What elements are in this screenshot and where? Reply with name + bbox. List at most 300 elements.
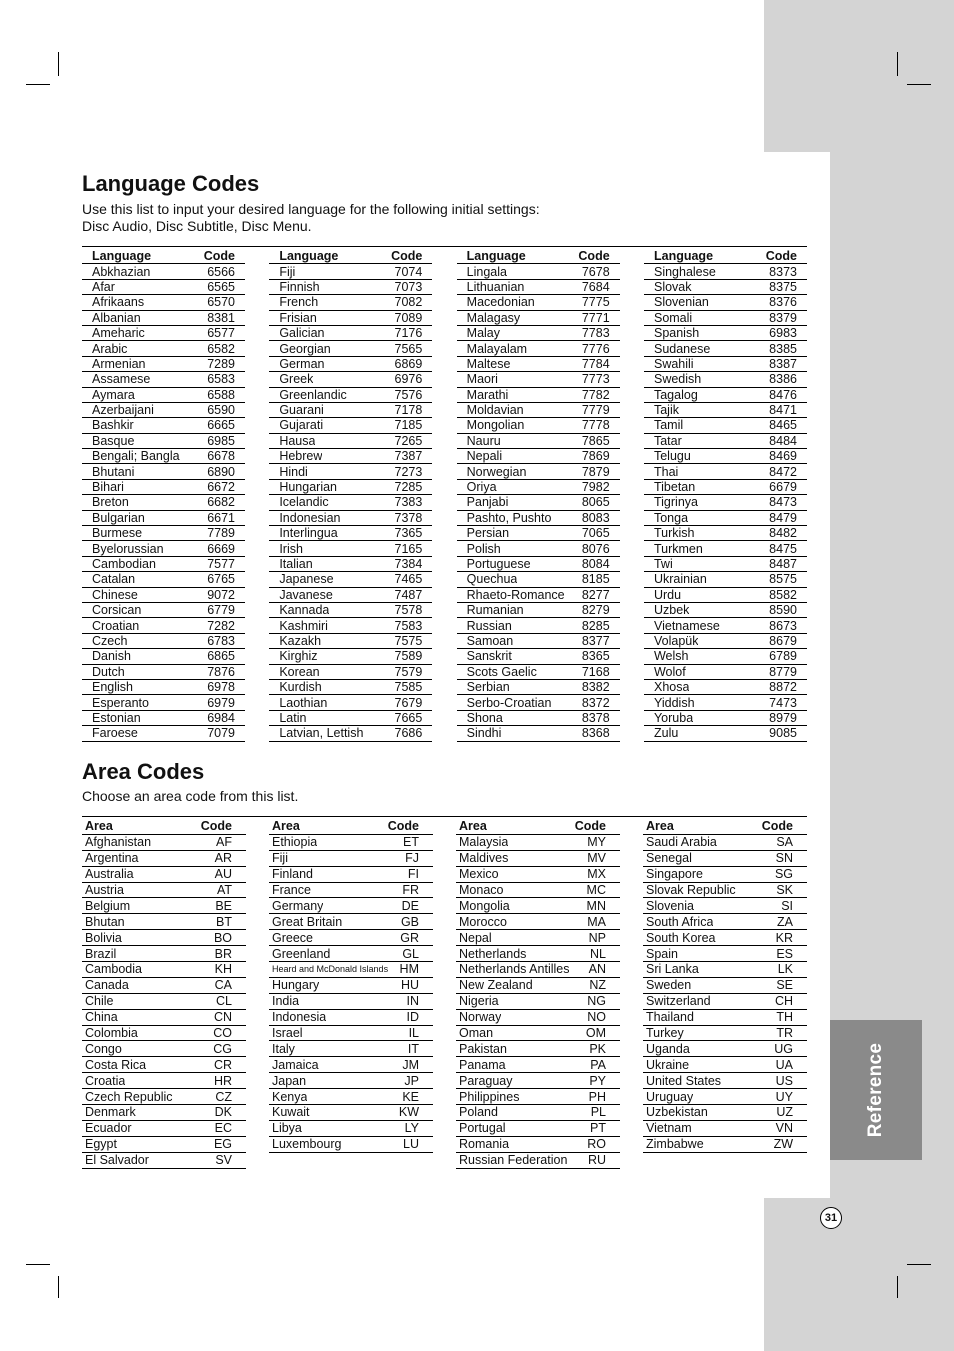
language-name: Sudanese (653, 341, 711, 356)
area-name: Afghanistan (85, 835, 152, 850)
table-row (82, 526, 245, 541)
table-row (643, 1137, 807, 1153)
table-row (457, 665, 620, 680)
area-name: Greece (272, 930, 313, 945)
table-row (643, 1121, 807, 1137)
language-code: 7065 (581, 526, 610, 541)
table-row (456, 962, 620, 978)
language-code: 6588 (207, 387, 235, 402)
language-header-row (644, 249, 807, 264)
area-code: ID (406, 1010, 419, 1025)
area-code: MA (587, 914, 606, 929)
table-row (644, 726, 807, 741)
language-name: Tagalog (653, 387, 698, 402)
language-code: 7679 (394, 695, 423, 710)
language-code: 8487 (769, 557, 797, 571)
area-name: Czech Republic (85, 1089, 173, 1104)
table-row (82, 867, 246, 883)
table-row (82, 962, 246, 978)
table-row (643, 1073, 807, 1089)
crop-mark (26, 1264, 50, 1265)
area-header-row (456, 819, 620, 835)
language-code: 6789 (769, 649, 797, 664)
table-row (644, 495, 807, 510)
table-row (644, 665, 807, 680)
table-row (82, 649, 245, 664)
language-name: Xhosa (653, 680, 690, 695)
language-code: 7378 (394, 510, 423, 525)
area-header-name: Area (646, 819, 674, 834)
area-code: GR (400, 930, 419, 945)
language-name: Rhaeto-Romance (466, 587, 565, 602)
table-row (643, 994, 807, 1010)
language-code: 6984 (207, 710, 235, 725)
language-codes-title: Language Codes (82, 171, 260, 196)
language-name: Italian (279, 557, 313, 571)
area-code: IT (407, 1041, 419, 1056)
language-code: 7678 (581, 264, 610, 279)
area-code: SA (776, 835, 793, 850)
table-row (644, 388, 807, 403)
table-row (82, 1089, 246, 1105)
language-code: 7185 (394, 418, 423, 433)
table-row (82, 1105, 246, 1121)
language-code: 7783 (581, 326, 610, 341)
language-name: Twi (653, 557, 673, 571)
area-name: El Salvador (85, 1153, 149, 1168)
table-row (269, 946, 433, 962)
table-row (456, 851, 620, 867)
table-row (644, 311, 807, 326)
area-code: UG (774, 1041, 793, 1056)
area-code: RO (587, 1137, 606, 1152)
area-name: Sri Lanka (646, 962, 699, 977)
language-name: Croatian (92, 618, 140, 633)
table-row (269, 1137, 433, 1153)
language-code: 8484 (769, 433, 797, 448)
area-code: LK (777, 962, 793, 977)
language-name: Sanskrit (466, 649, 512, 664)
area-code: PA (590, 1057, 606, 1072)
table-row (643, 883, 807, 899)
table-row (456, 835, 620, 851)
area-code: KR (775, 930, 793, 945)
area-name: Switzerland (646, 994, 711, 1009)
table-row (643, 1041, 807, 1057)
language-code: 9072 (207, 587, 235, 602)
area-name: Congo (85, 1041, 122, 1056)
table-row (644, 711, 807, 726)
language-name: Swahili (653, 356, 694, 371)
language-code: 8084 (581, 557, 610, 571)
area-name: Uzbekistan (646, 1105, 708, 1120)
area-name: Senegal (646, 851, 692, 866)
language-code: 7585 (394, 680, 423, 695)
table-row (82, 495, 245, 510)
language-name: Tatar (653, 433, 682, 448)
area-name: Mexico (459, 867, 499, 882)
area-name: Belgium (85, 898, 131, 913)
language-code: 7074 (394, 264, 423, 279)
area-code: NZ (589, 978, 606, 993)
language-name: Malayalam (466, 341, 528, 356)
table-row (457, 711, 620, 726)
table-row (456, 1041, 620, 1057)
table-row (269, 418, 432, 433)
language-code: 8472 (769, 464, 797, 479)
table-row (644, 511, 807, 526)
crop-mark (897, 1276, 898, 1298)
table-row (644, 526, 807, 541)
table-row (644, 541, 807, 556)
language-column (457, 249, 620, 742)
area-column (456, 819, 620, 1169)
language-code: 7176 (394, 326, 423, 341)
table-row (456, 898, 620, 914)
table-row (457, 541, 620, 556)
language-code: 7383 (394, 495, 423, 510)
table-row (82, 557, 245, 572)
table-row (82, 403, 245, 418)
language-code: 6566 (207, 264, 235, 279)
area-code: TH (776, 1010, 793, 1025)
area-name: Ecuador (85, 1121, 132, 1136)
area-code: MV (587, 851, 606, 866)
table-row (269, 541, 432, 556)
language-name: Dutch (92, 664, 125, 679)
area-code: CA (214, 978, 232, 993)
area-name: Panama (459, 1057, 506, 1072)
language-code: 6783 (207, 633, 235, 648)
area-name: Ethiopia (272, 835, 318, 850)
table-row (457, 634, 620, 649)
language-name: Yiddish (653, 695, 695, 710)
language-code: 7282 (207, 618, 235, 633)
language-name: Arabic (92, 341, 128, 356)
language-name: Moldavian (466, 403, 524, 418)
area-code: PT (590, 1121, 606, 1136)
table-row (457, 464, 620, 479)
language-name: Hungarian (279, 480, 338, 495)
area-code: CN (213, 1010, 232, 1025)
area-code: HU (400, 978, 419, 993)
table-row (269, 372, 432, 387)
language-name: Oriya (466, 480, 497, 495)
table-row (82, 618, 245, 633)
table-row (644, 603, 807, 618)
area-name: Norway (459, 1010, 502, 1025)
language-name: Burmese (92, 526, 143, 541)
table-row (82, 898, 246, 914)
language-code: 7073 (394, 279, 423, 294)
table-row (82, 280, 245, 295)
table-row (269, 1121, 433, 1137)
language-code: 6779 (207, 603, 235, 618)
language-name: Panjabi (466, 495, 509, 510)
table-row (269, 680, 432, 695)
language-code: 6865 (207, 649, 235, 664)
language-name: Russian (466, 618, 512, 633)
area-code: MY (587, 835, 606, 850)
table-row (82, 1026, 246, 1042)
table-row (643, 851, 807, 867)
language-name: Turkish (653, 526, 695, 541)
language-name: Frisian (279, 310, 317, 325)
language-name: Laothian (279, 695, 328, 710)
language-name: Serbian (466, 680, 510, 695)
area-code: ZW (773, 1137, 793, 1152)
language-name: Faroese (92, 726, 138, 741)
area-name: Spain (646, 946, 678, 961)
language-name: Chinese (92, 587, 138, 602)
table-row (269, 511, 432, 526)
crop-mark (907, 1264, 931, 1265)
area-name: Monaco (459, 883, 504, 897)
language-header-name: Language (653, 249, 714, 264)
language-name: Wolof (653, 664, 686, 679)
area-code: FI (407, 867, 419, 882)
table-row (457, 588, 620, 603)
area-code: AR (214, 851, 232, 866)
table-row (82, 914, 246, 930)
language-name: Nauru (466, 433, 501, 448)
language-name: Macedonian (466, 295, 535, 310)
area-code: EC (214, 1121, 232, 1136)
table-row (269, 883, 433, 899)
area-name: Maldives (459, 851, 509, 866)
language-code: 6582 (207, 341, 235, 356)
area-code: CR (213, 1057, 232, 1072)
language-name: Bhutani (92, 464, 135, 479)
table-row (643, 1089, 807, 1105)
table-row (269, 867, 433, 883)
area-column (82, 819, 246, 1169)
language-name: Scots Gaelic (466, 664, 537, 679)
table-row (456, 1137, 620, 1153)
table-row (456, 914, 620, 930)
language-name: Slovenian (653, 295, 709, 310)
area-codes-title: Area Codes (82, 759, 205, 784)
area-header-name: Area (272, 819, 300, 834)
language-code: 7773 (581, 372, 610, 387)
table-row (456, 946, 620, 962)
language-code: 7583 (394, 618, 423, 633)
area-code: MC (586, 883, 606, 897)
table-row (82, 1073, 246, 1089)
language-name: Volapük (653, 633, 699, 648)
table-row (269, 978, 433, 994)
language-code: 7577 (207, 557, 235, 571)
table-row (457, 434, 620, 449)
table-row (269, 898, 433, 914)
language-intro-line2: Disc Audio, Disc Subtitle, Disc Menu. (82, 218, 312, 234)
area-name: South Korea (646, 930, 716, 945)
language-code: 7982 (581, 480, 610, 495)
area-code: KH (214, 962, 232, 977)
language-name: Afrikaans (92, 295, 145, 310)
language-code: 6682 (207, 495, 235, 510)
area-name: Cambodia (85, 962, 142, 977)
table-row (643, 914, 807, 930)
table-row (269, 851, 433, 867)
language-name: Czech (92, 633, 128, 648)
language-header-name: Language (92, 249, 152, 264)
area-code: NO (587, 1010, 606, 1025)
language-code: 8277 (581, 587, 610, 602)
language-code: 7684 (581, 279, 610, 294)
language-name: Quechua (466, 572, 518, 587)
language-name: Samoan (466, 633, 514, 648)
table-row (456, 867, 620, 883)
table-row (457, 418, 620, 433)
table-row (269, 634, 432, 649)
table-row (644, 588, 807, 603)
crop-mark (58, 52, 59, 76)
area-code-table (82, 816, 807, 1169)
table-row (457, 618, 620, 633)
table-row (456, 1121, 620, 1137)
language-name: Uzbek (653, 603, 690, 618)
language-code: 7782 (581, 387, 610, 402)
table-row (82, 372, 245, 387)
language-code: 8590 (769, 603, 797, 618)
area-code: OM (585, 1026, 606, 1041)
language-code: 7082 (394, 295, 423, 310)
language-code: 8083 (581, 510, 610, 525)
language-name: Interlingua (279, 526, 338, 541)
table-row (269, 357, 432, 372)
area-name: Chile (85, 994, 114, 1009)
table-row (456, 1153, 620, 1169)
table-row (269, 572, 432, 587)
language-code: 7579 (394, 664, 423, 679)
table-row (643, 867, 807, 883)
table-row (644, 480, 807, 495)
language-code: 8376 (769, 295, 797, 310)
language-name: Ameharic (92, 326, 145, 341)
language-intro-line1: Use this list to input your desired language for the following initial settings: (82, 201, 540, 217)
table-row (644, 680, 807, 695)
table-row (269, 711, 432, 726)
area-code: PH (588, 1089, 606, 1104)
table-row (644, 449, 807, 464)
language-name: Aymara (92, 387, 135, 402)
area-name: Brazil (85, 946, 117, 961)
language-name: Lithuanian (466, 279, 525, 294)
table-row (457, 295, 620, 310)
table-row (82, 1010, 246, 1026)
table-row (82, 449, 245, 464)
area-name: Saudi Arabia (646, 835, 717, 850)
language-name: Assamese (92, 372, 151, 387)
area-code: PL (590, 1105, 606, 1120)
language-name: Bengali; Bangla (92, 449, 180, 464)
language-code: 8473 (769, 495, 797, 510)
table-row (269, 649, 432, 664)
table-row (82, 634, 245, 649)
table-row (269, 480, 432, 495)
table-row (82, 726, 245, 741)
language-code: 6672 (207, 480, 235, 495)
area-code: CO (213, 1026, 232, 1041)
area-name: United States (646, 1073, 722, 1088)
area-name: Netherlands Antilles (459, 962, 570, 977)
language-code: 6570 (207, 295, 235, 310)
area-name: India (272, 994, 300, 1009)
table-row (644, 326, 807, 341)
table-row (456, 1010, 620, 1026)
area-name: Oman (459, 1026, 494, 1041)
language-name: Latvian, Lettish (279, 726, 364, 741)
table-row (269, 1057, 433, 1073)
language-code: 8375 (769, 279, 797, 294)
area-code: AT (216, 883, 232, 897)
area-code: MN (586, 898, 606, 913)
table-row (82, 388, 245, 403)
language-name: Galician (279, 326, 325, 341)
area-code: MX (587, 867, 606, 882)
table-row (457, 326, 620, 341)
area-name: Finland (272, 867, 313, 882)
area-header-name: Area (85, 819, 113, 834)
table-row (644, 557, 807, 572)
table-row (644, 649, 807, 664)
area-code: CZ (215, 1089, 232, 1104)
area-column (643, 819, 807, 1169)
language-name: Basque (92, 433, 135, 448)
table-row (269, 914, 433, 930)
language-name: Marathi (466, 387, 509, 402)
language-name: Hausa (279, 433, 316, 448)
language-code: 8471 (769, 403, 797, 418)
area-code: VN (775, 1121, 793, 1136)
area-name: Morocco (459, 914, 507, 929)
table-row (269, 665, 432, 680)
language-code: 8377 (581, 633, 610, 648)
area-name: Uruguay (646, 1089, 694, 1104)
language-name: Malay (466, 326, 500, 341)
area-name: Indonesia (272, 1010, 327, 1025)
area-code: JP (404, 1073, 419, 1088)
table-row (644, 403, 807, 418)
table-row (456, 1057, 620, 1073)
table-row (457, 511, 620, 526)
language-code: 8872 (769, 680, 797, 695)
language-name: Indonesian (279, 510, 341, 525)
table-row (82, 1041, 246, 1057)
language-code: 6978 (207, 680, 235, 695)
language-name: Kurdish (279, 680, 322, 695)
language-code: 8382 (581, 680, 610, 695)
table-row (82, 434, 245, 449)
crop-mark (26, 84, 50, 85)
language-name: Maltese (466, 356, 511, 371)
table-row (82, 946, 246, 962)
area-name: Hungary (272, 978, 320, 993)
area-name: Philippines (459, 1089, 520, 1104)
reference-tab-label: Reference (865, 1042, 886, 1138)
table-row (82, 851, 246, 867)
table-row (644, 295, 807, 310)
language-name: Nepali (466, 449, 503, 464)
language-code: 8475 (769, 541, 797, 556)
language-name: Danish (92, 649, 131, 664)
table-row (457, 726, 620, 741)
area-header-code: Code (387, 819, 419, 834)
area-code: SE (776, 978, 793, 993)
language-code: 7576 (394, 387, 423, 402)
area-name: Croatia (85, 1073, 126, 1088)
